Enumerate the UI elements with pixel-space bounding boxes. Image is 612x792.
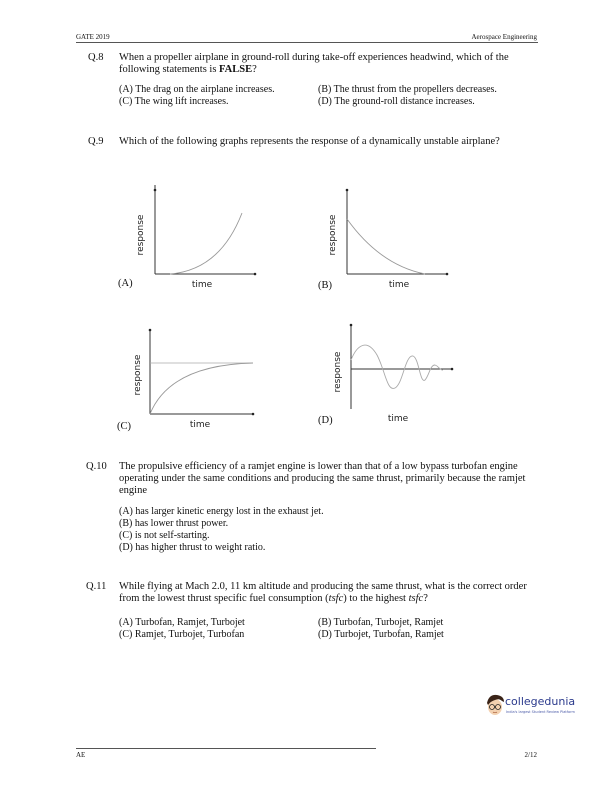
graph-d-curve: [351, 345, 443, 388]
q9-number: Q.9: [88, 136, 104, 147]
q8-option-d: (D) The ground-roll distance increases.: [318, 96, 475, 107]
q11-text: [119, 581, 539, 605]
graph-b-ylabel: response: [328, 214, 338, 256]
q11-option-a: (A) Turbofan, Ramjet, Turbojet: [119, 617, 245, 628]
q11-option-b: (B) Turbofan, Turbojet, Ramjet: [318, 617, 444, 628]
q11-text-part2: ) to the highest: [343, 593, 409, 604]
q10-option-a: (A) has larger kinetic energy lost in the exhaust jet.: [119, 506, 324, 517]
q11-text-part3: ?: [423, 593, 428, 604]
graph-a-ylabel: response: [136, 214, 146, 256]
graph-a-y-arrow: [154, 189, 157, 192]
logo-tagline: India's largest Student Review Platform: [506, 710, 575, 714]
graph-d-x-arrow: [451, 368, 454, 371]
header-divider: [76, 42, 538, 43]
q8-text-bold: FALSE: [219, 64, 253, 75]
q10-option-c: (C) is not self-starting.: [119, 530, 210, 541]
q8-text-part1: When a propeller airplane in ground-roll during take-off experiences headwind, which of the following statements is: [119, 52, 509, 75]
q8-text: [119, 52, 539, 76]
q11-text-part1: While flying at Mach 2.0, 11 km altitude and producing the same thrust, what is the correct order from the lowest thrust specific fuel consumption (: [119, 581, 527, 604]
header-exam-title: GATE 2019: [76, 33, 110, 41]
graph-d-xlabel: time: [387, 414, 409, 424]
graph-a-xlabel: time: [191, 280, 213, 290]
q8-option-c: (C) The wing lift increases.: [119, 96, 229, 107]
q8-number: Q.8: [88, 52, 104, 63]
graph-b-xlabel: time: [388, 280, 410, 290]
q11-option-d: (D) Turbojet, Turbofan, Ramjet: [318, 629, 444, 640]
logo-wordmark: collegedunia: [505, 695, 576, 708]
graph-b-label: (B): [318, 280, 332, 291]
graph-d-label: (D): [318, 415, 333, 426]
graph-c-label: (C): [117, 421, 131, 432]
graph-a-label: (A): [118, 278, 133, 289]
graph-d: [305, 320, 465, 435]
footer-divider: [76, 748, 376, 749]
graph-c-x-arrow: [252, 413, 255, 416]
q11-option-c: (C) Ramjet, Turbojet, Turbofan: [119, 629, 245, 640]
q8-option-a: (A) The drag on the airplane increases.: [119, 84, 275, 95]
graph-a-curve: [170, 213, 242, 274]
q11-number: Q.11: [86, 581, 107, 592]
graph-c-ylabel: response: [133, 354, 143, 396]
q8-option-b: (B) The thrust from the propellers decreases.: [318, 84, 497, 95]
q11-text-italic2: tsfc: [408, 593, 424, 604]
footer-paper-code: AE: [76, 751, 86, 759]
q8-text-part2: ?: [252, 64, 257, 75]
footer-page-number: 2/12: [524, 751, 537, 759]
graph-c-y-arrow: [149, 329, 152, 332]
mascot-icon: [485, 693, 505, 717]
header-subject: Aerospace Engineering: [471, 33, 537, 41]
graph-d-y-arrow: [350, 324, 353, 327]
graph-a: [110, 185, 270, 300]
graph-c-xlabel: time: [189, 420, 211, 430]
q9-text: Which of the following graphs represents the response of a dynamically unstable airplane?: [119, 136, 500, 147]
q10-option-d: (D) has higher thrust to weight ratio.: [119, 542, 266, 553]
q10-text: The propulsive efficiency of a ramjet engine is lower than that of a low bypass turbofan engine operating under the same conditions and producing the same thrust, primarily because the ramjet engine: [119, 461, 526, 496]
graph-a-x-arrow: [254, 273, 257, 276]
graph-b-x-arrow: [446, 273, 449, 276]
graph-c: [110, 325, 270, 440]
graph-d-ylabel: response: [333, 351, 343, 393]
collegedunia-logo: [485, 693, 576, 729]
graph-b-y-arrow: [346, 189, 349, 192]
q10-option-b: (B) has lower thrust power.: [119, 518, 229, 529]
graph-b: [305, 185, 465, 300]
q10-number: Q.10: [86, 461, 107, 472]
graph-c-curve: [150, 363, 253, 414]
graph-b-curve: [347, 219, 425, 274]
q11-text-italic1: tsfc: [328, 593, 344, 604]
